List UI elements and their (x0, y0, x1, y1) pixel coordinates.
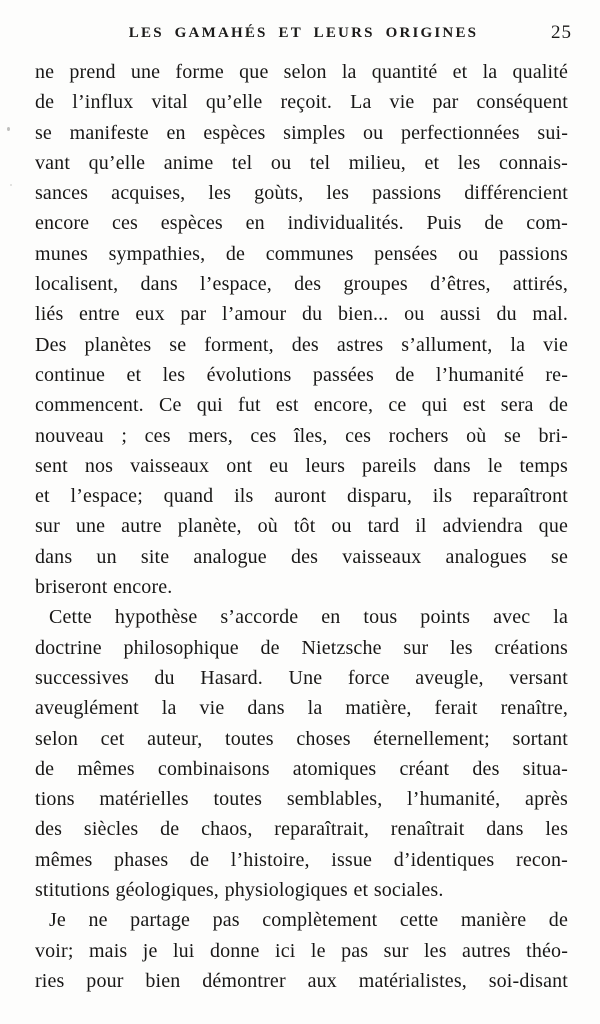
text-line: successives du Hasard. Une force aveugle, versant (35, 666, 568, 689)
text-line: de mêmes combinaisons atomiques créant des situa- (35, 757, 568, 780)
page-header (35, 22, 572, 47)
text-line: ne prend une forme que selon la quantité et la qualité (35, 61, 568, 83)
text-line: localisent, dans l’espace, des groupes d’êtres, attirés, (35, 273, 568, 296)
text-line: encore ces espèces en individualités. Puis de com- (35, 212, 568, 235)
text-line: mêmes phases de l’histoire, issue d’identiques recon- (35, 848, 568, 871)
text-line: doctrine philosophique de Nietzsche sur les créations (35, 636, 568, 659)
text-line: se manifeste en espèces simples ou perfectionnées sui- (35, 121, 568, 144)
text-line: selon cet auteur, toutes choses éternellement; sortant (35, 727, 568, 750)
text-line: nouveau ; ces mers, ces îles, ces rochers où se bri- (35, 424, 568, 447)
text-line: Cette hypothèse s’accorde en tous points avec la (49, 606, 568, 629)
text-line: stitutions géologiques, physiologiques et sociales. (35, 879, 444, 902)
text-line: briseront encore. (35, 576, 173, 599)
text-line: liés entre eux par l’amour du bien... ou aussi du mal. (35, 303, 568, 326)
text-line: continue et les évolutions passées de l’humanité re- (35, 363, 568, 386)
text-line: des siècles de chaos, reparaîtrait, renaîtrait dans les (35, 818, 568, 841)
text-line: et l’espace; quand ils auront disparu, ils reparaîtront (35, 485, 568, 508)
text-line: dans un site analogue des vaisseaux analogues se (35, 545, 568, 568)
scan-speck (7, 127, 10, 131)
text-line: sent nos vaisseaux ont eu leurs pareils dans le temps (35, 454, 568, 477)
scan-speck (10, 184, 12, 186)
text-line: vant qu’elle anime tel ou tel milieu, et les connais- (35, 151, 568, 174)
text-line: munes sympathies, de communes pensées ou passions (35, 242, 568, 265)
text-line: Je ne partage pas complètement cette manière de (49, 909, 568, 932)
text-line: sances acquises, les goùts, les passions différencient (35, 182, 568, 205)
text-line: Des planètes se forment, des astres s’allument, la vie (35, 333, 568, 356)
page-number: 25 (551, 22, 572, 43)
text-line: commencent. Ce qui fut est encore, ce qui est sera de (35, 394, 568, 417)
text-line: aveuglément la vie dans la matière, ferait renaître, (35, 697, 568, 720)
text-line: sur une autre planète, où tôt ou tard il adviendra que (35, 515, 568, 538)
text-line: tions matérielles toutes semblables, l’humanité, après (35, 788, 568, 811)
running-title: LES GAMAHÉS ET LEURS ORIGINES (128, 25, 479, 41)
text-line: voir; mais je lui donne ici le pas sur les autres théo- (35, 939, 568, 962)
text-line: ries pour bien démontrer aux matérialistes, soi-disant (35, 969, 568, 992)
text-line: de l’influx vital qu’elle reçoit. La vie par conséquent (35, 91, 568, 114)
body-text (35, 57, 568, 996)
